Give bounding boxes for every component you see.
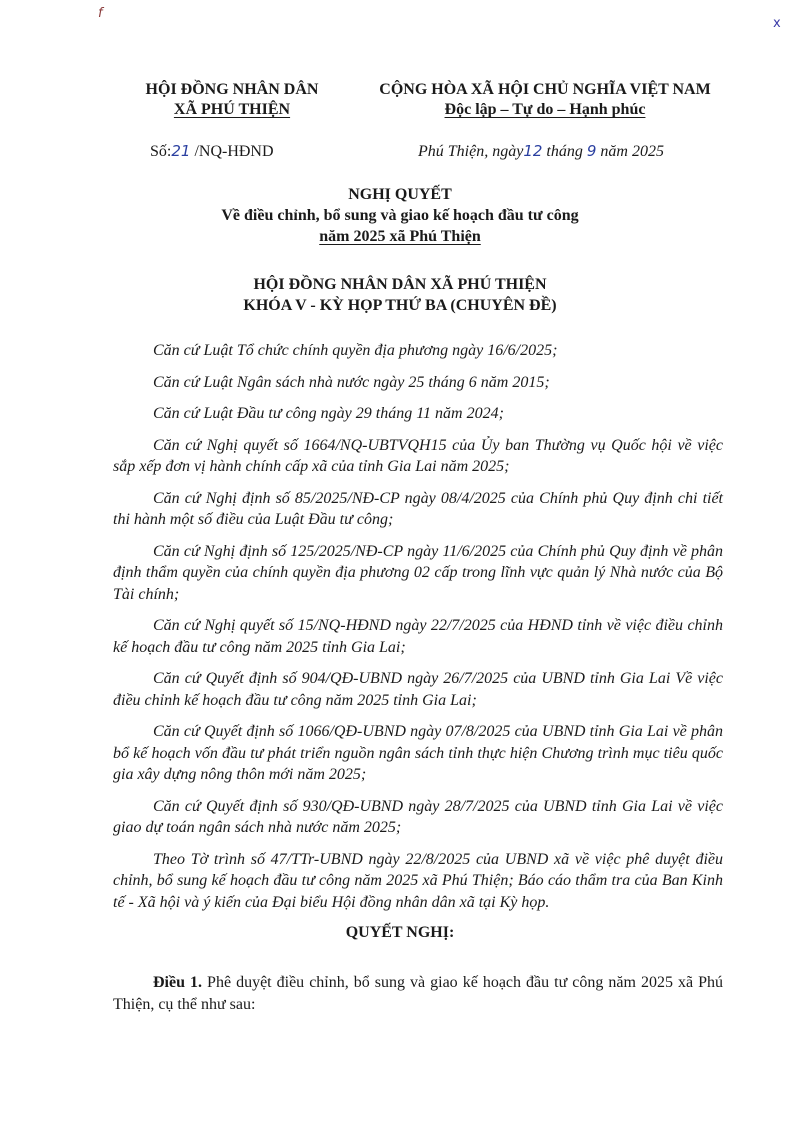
legal-basis-item: Căn cứ Luật Ngân sách nhà nước ngày 25 tháng 6 năm 2015; bbox=[153, 373, 550, 391]
doc-number-prefix: Số: bbox=[150, 143, 172, 160]
legal-basis-item: Căn cứ Nghị quyết số 15/NQ-HĐND ngày 22/7/2025 của HĐND tỉnh về việc điều chỉnh kế hoạch đầu tư công năm 2025 tỉnh Gia Lai; bbox=[113, 617, 723, 656]
article-1 bbox=[113, 972, 723, 1016]
date-year: năm 2025 bbox=[596, 143, 664, 160]
decision-heading: QUYẾT NGHỊ: bbox=[345, 924, 455, 941]
doc-number-handwritten: 21 bbox=[171, 142, 191, 160]
legal-basis-item: Căn cứ Nghị định số 125/2025/NĐ-CP ngày 11/6/2025 của Chính phủ Quy định về phân định thẩm quyền của chính quyền địa phương 02 cấp trong lĩnh vực quản lý Nhà nước của Bộ Tài chính; bbox=[113, 542, 723, 603]
doc-number-suffix: /NQ-HĐND bbox=[190, 143, 274, 160]
legal-basis-item: Theo Tờ trình số 47/TTr-UBND ngày 22/8/2025 của UBND xã về việc phê duyệt điều chỉnh, bổ sung kế hoạch đầu tư công năm 2025 xã Phú Thiện; Báo cáo thẩm tra của Ban Kinh tế - Xã hội và ý kiến của Đại biểu Hội đồng nhân dân xã tại Kỳ họp. bbox=[113, 850, 723, 911]
motto: Độc lập – Tự do – Hạnh phúc bbox=[444, 101, 646, 118]
national-motto bbox=[350, 80, 740, 120]
title-line-2: Về điều chỉnh, bổ sung và giao kế hoạch đầu tư công bbox=[221, 207, 579, 224]
authority-line-2: XÃ PHÚ THIỆN bbox=[173, 101, 291, 118]
date-day-handwritten: 12 bbox=[523, 142, 543, 160]
issue-date bbox=[418, 142, 664, 161]
council-line-1: HỘI ĐỒNG NHÂN DÂN XÃ PHÚ THIỆN bbox=[253, 276, 547, 293]
legal-basis-item: Căn cứ Quyết định số 904/QĐ-UBND ngày 26/7/2025 của UBND tỉnh Gia Lai Về việc điều chỉnh kế hoạch đầu tư công năm 2025 tỉnh Gia Lai; bbox=[113, 670, 723, 709]
council-heading bbox=[100, 274, 700, 316]
legal-basis-item: Căn cứ Luật Tổ chức chính quyền địa phương ngày 16/6/2025; bbox=[153, 342, 558, 359]
legal-basis-item: Căn cứ Luật Đầu tư công ngày 29 tháng 11 năm 2024; bbox=[153, 405, 504, 422]
article-1-label: Điều 1. bbox=[153, 974, 203, 991]
date-month-handwritten: 9 bbox=[586, 142, 597, 160]
corner-handwritten-mark: f bbox=[98, 6, 103, 21]
country-name: CỘNG HÒA XÃ HỘI CHỦ NGHĨA VIỆT NAM bbox=[379, 81, 711, 98]
article-1-text: Phê duyệt điều chỉnh, bổ sung và giao kế hoạch đầu tư công năm 2025 xã Phú Thiện, cụ thể như sau: bbox=[113, 974, 724, 1013]
corner-pen-mark: x bbox=[773, 16, 781, 31]
legal-basis-item: Căn cứ Quyết định số 930/QĐ-UBND ngày 28/7/2025 của UBND tỉnh Gia Lai về việc giao dự toán ngân sách nhà nước năm 2025; bbox=[113, 797, 723, 836]
issuing-authority bbox=[112, 80, 352, 120]
title-line-3: năm 2025 xã Phú Thiện bbox=[319, 228, 481, 245]
title-line-1: NGHỊ QUYẾT bbox=[348, 186, 452, 203]
date-place: Phú Thiện, ngày bbox=[418, 143, 524, 160]
legal-basis-item: Căn cứ Quyết định số 1066/QĐ-UBND ngày 07/8/2025 của UBND tỉnh Gia Lai về phân bổ kế hoạch vốn đầu tư phát triển nguồn ngân sách tỉnh thực hiện Chương trình mục tiêu quốc gia xây dựng nông thôn mới năm 2025; bbox=[113, 723, 723, 783]
council-line-2: KHÓA V - KỲ HỌP THỨ BA (CHUYÊN ĐỀ) bbox=[243, 297, 557, 314]
authority-line-1: HỘI ĐỒNG NHÂN DÂN bbox=[145, 81, 319, 98]
document-number bbox=[150, 142, 274, 161]
legal-basis-item: Căn cứ Nghị định số 85/2025/NĐ-CP ngày 08/4/2025 của Chính phủ Quy định chi tiết thi hành một số điều của Luật Đầu tư công; bbox=[113, 489, 723, 528]
date-month-label: tháng bbox=[542, 143, 587, 160]
legal-basis-item: Căn cứ Nghị quyết số 1664/NQ-UBTVQH15 của Ủy ban Thường vụ Quốc hội về việc sắp xếp đơn vị hành chính cấp xã của tỉnh Gia Lai năm 2025; bbox=[113, 436, 723, 475]
document-title bbox=[100, 184, 700, 247]
legal-basis-list bbox=[113, 340, 723, 923]
